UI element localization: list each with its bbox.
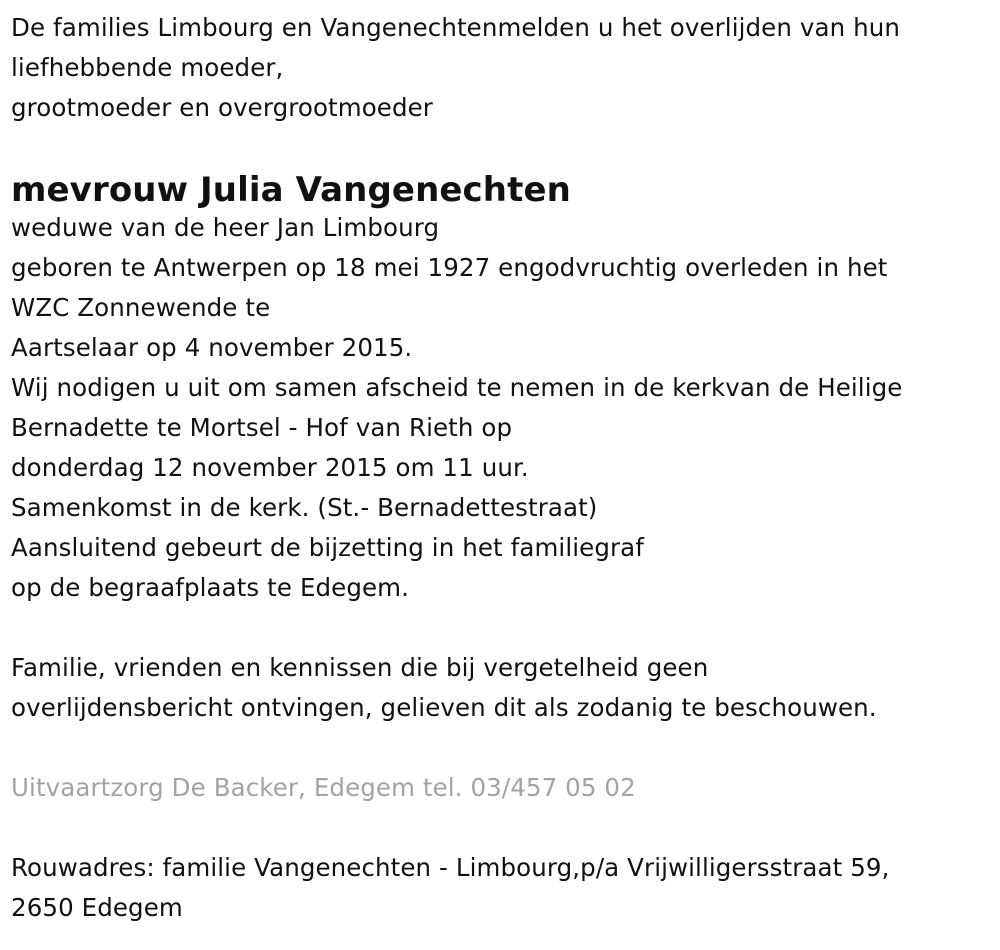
detail-line: WZC Zonnewende te xyxy=(11,293,271,322)
detail-line: geboren te Antwerpen op 18 mei 1927 engodvruchtig overleden in het xyxy=(11,253,888,282)
intro-line: De families Limbourg en Vangenechtenmelden u het overlijden van hun xyxy=(11,13,900,42)
detail-line: Samenkomst in de kerk. (St.- Bernadettestraat) xyxy=(11,493,598,522)
spacer xyxy=(11,808,986,848)
address-section xyxy=(11,848,986,928)
spacer xyxy=(11,128,986,168)
deceased-name: mevrouw Julia Vangenechten xyxy=(11,170,571,210)
intro-line: grootmoeder en overgrootmoeder xyxy=(11,93,433,122)
intro-section xyxy=(11,8,986,128)
address-line: 2650 Edegem xyxy=(11,893,183,922)
detail-line: Aartselaar op 4 november 2015. xyxy=(11,333,413,362)
detail-line: weduwe van de heer Jan Limbourg xyxy=(11,213,440,242)
notice-section xyxy=(11,648,986,728)
notice-line: overlijdensbericht ontvingen, gelieven dit als zodanig te beschouwen. xyxy=(11,693,877,722)
spacer xyxy=(11,608,986,648)
funeral-home-contact: Uitvaartzorg De Backer, Edegem tel. 03/457 05 02 xyxy=(11,773,636,802)
detail-line: op de begraafplaats te Edegem. xyxy=(11,573,410,602)
detail-line: Wij nodigen u uit om samen afscheid te nemen in de kerkvan de Heilige xyxy=(11,373,903,402)
obituary-notice xyxy=(11,8,986,928)
details-section xyxy=(11,208,986,608)
detail-line: Aansluitend gebeurt de bijzetting in het familiegraf xyxy=(11,533,644,562)
spacer xyxy=(11,728,986,768)
intro-line: liefhebbende moeder, xyxy=(11,53,284,82)
detail-line: donderdag 12 november 2015 om 11 uur. xyxy=(11,453,529,482)
detail-line: Bernadette te Mortsel - Hof van Rieth op xyxy=(11,413,513,442)
address-line: Rouwadres: familie Vangenechten - Limbourg,p/a Vrijwilligersstraat 59, xyxy=(11,853,890,882)
notice-line: Familie, vrienden en kennissen die bij vergetelheid geen xyxy=(11,653,709,682)
